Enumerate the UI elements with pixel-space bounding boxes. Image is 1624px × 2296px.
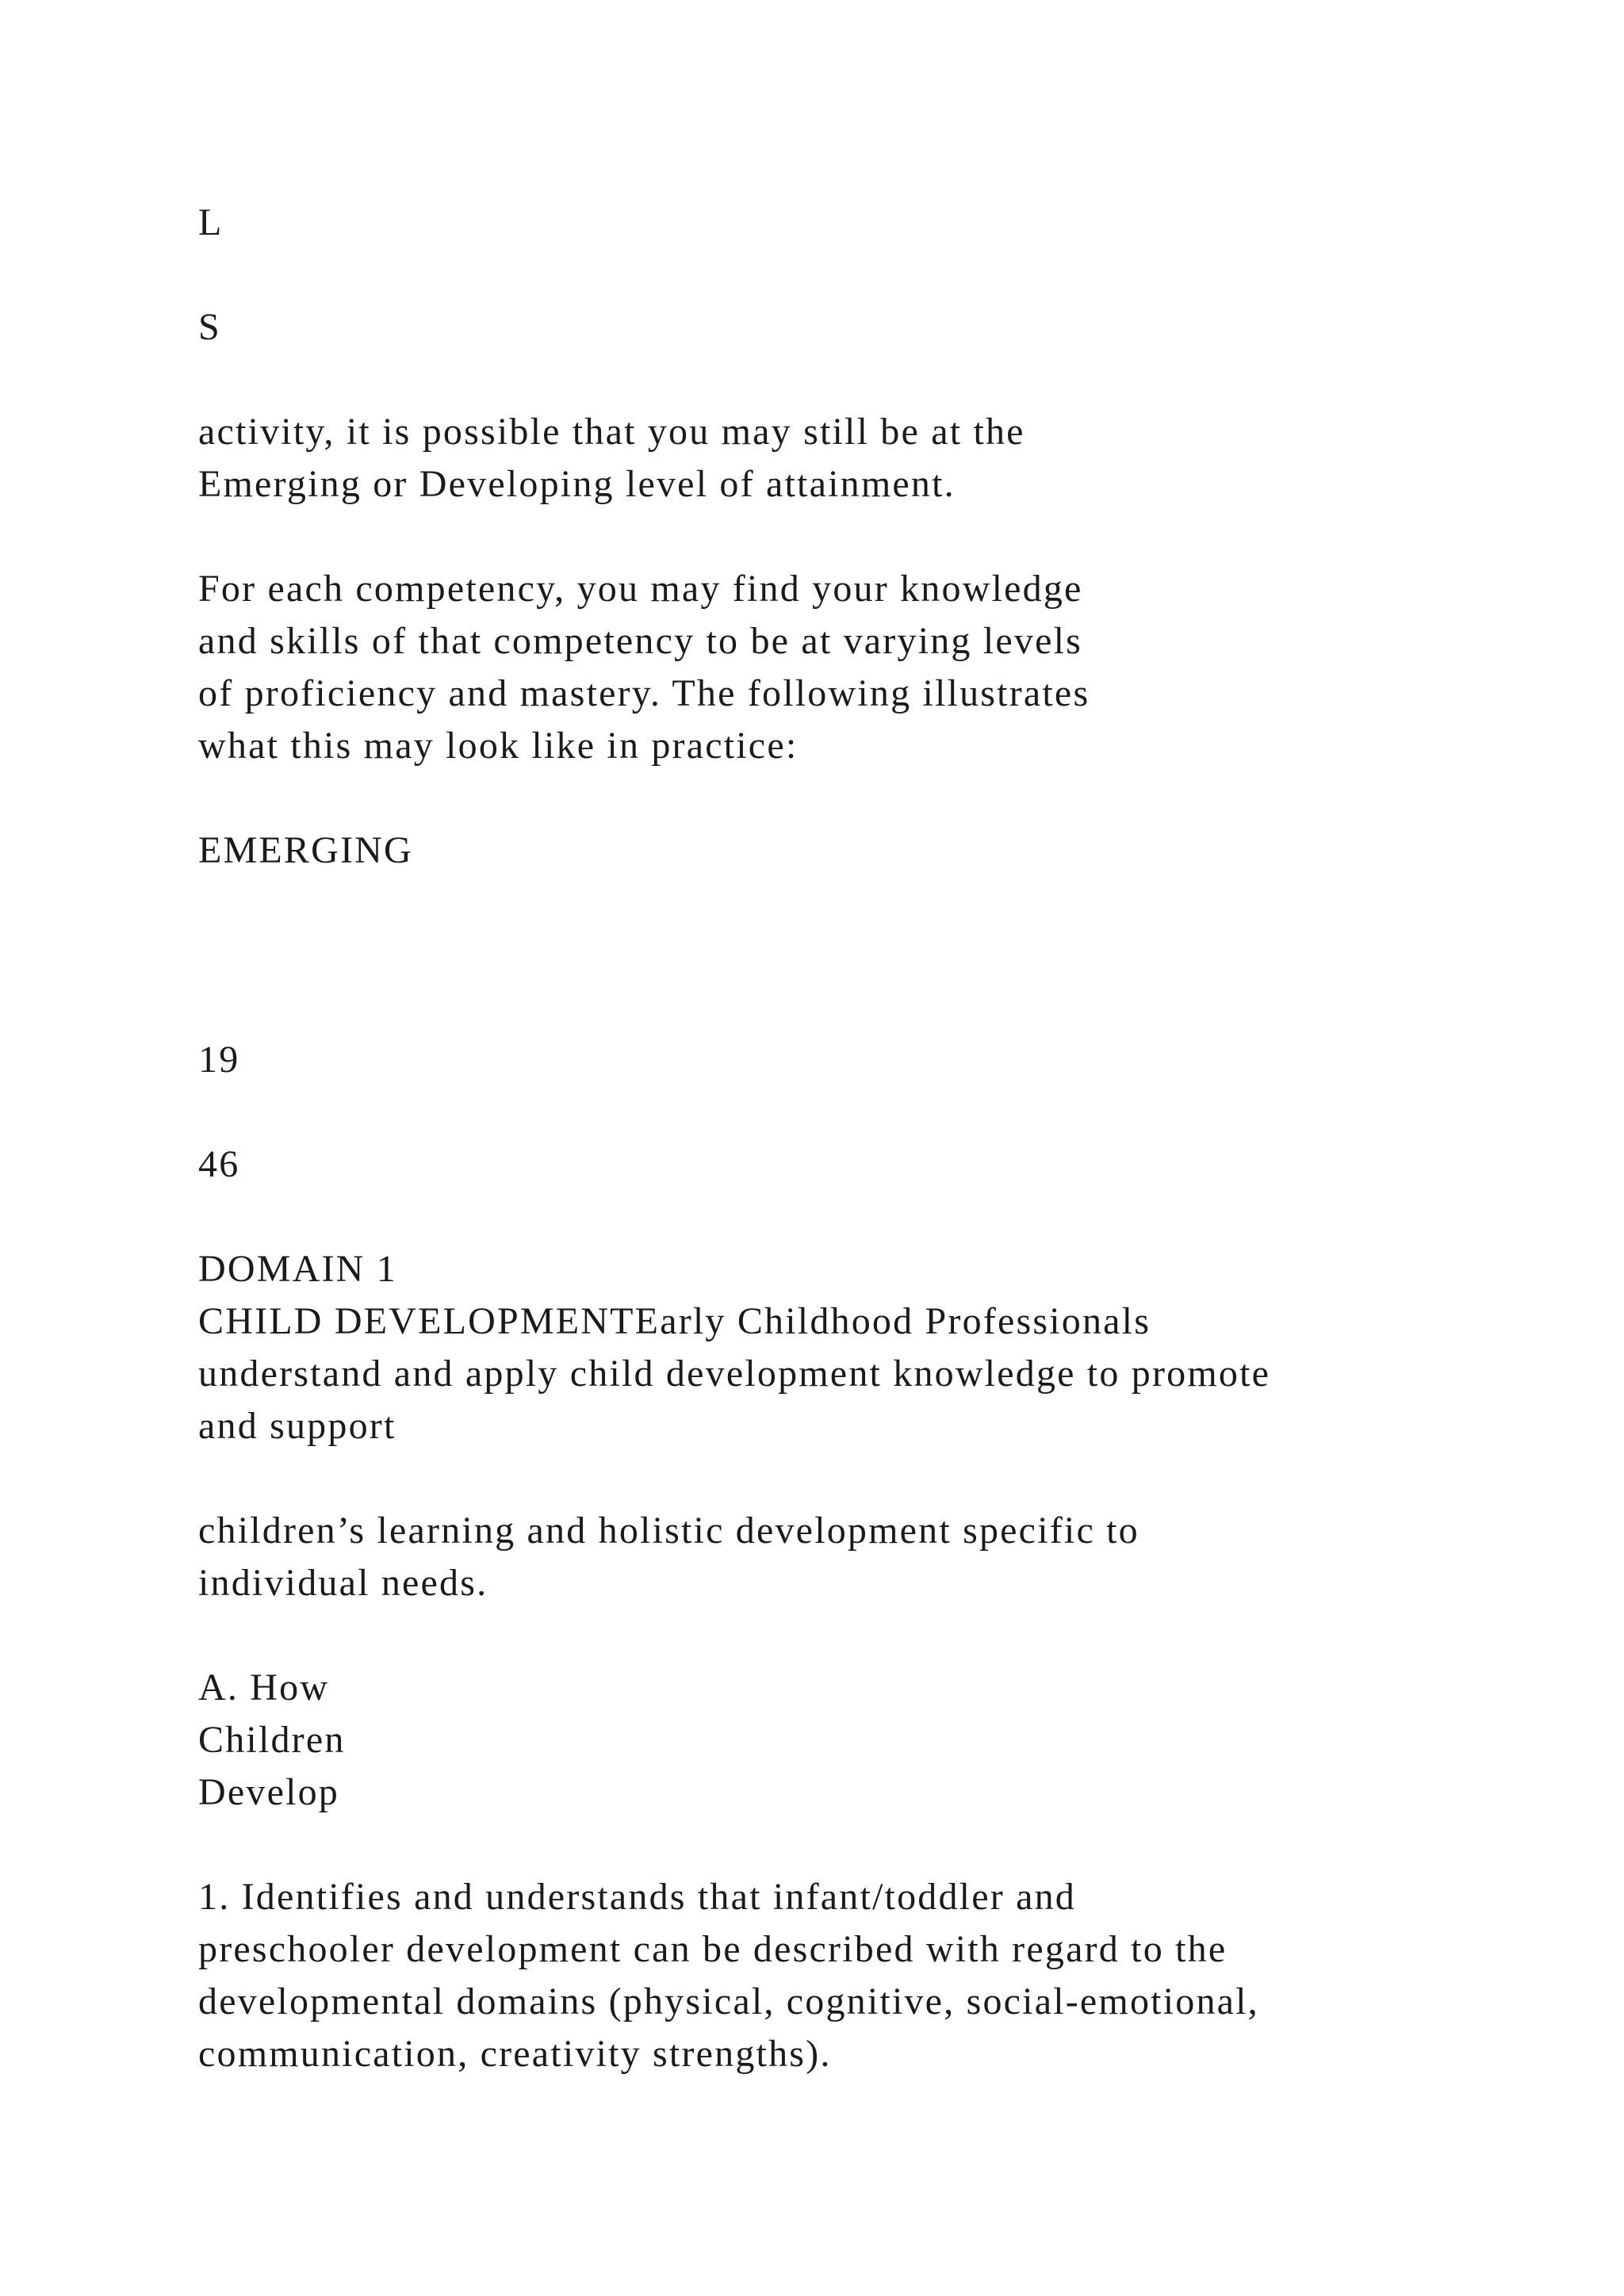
para3-line1: children’s learning and holistic development specific to xyxy=(198,1510,1139,1552)
item1-line4: communication, creativity strengths). xyxy=(198,2033,832,2075)
para2-line3: of proficiency and mastery. The following illustrates xyxy=(198,672,1090,714)
para2-line1: For each competency, you may find your knowledge xyxy=(198,568,1083,610)
para1-line2: Emerging or Developing level of attainment. xyxy=(198,463,956,505)
letter-s: S xyxy=(198,306,221,348)
para2-line2: and skills of that competency to be at varying levels xyxy=(198,620,1082,662)
section-a-line1: A. How xyxy=(198,1667,330,1709)
letter-l: L xyxy=(198,201,224,243)
number-46: 46 xyxy=(198,1143,240,1185)
para2-line4: what this may look like in practice: xyxy=(198,725,799,767)
item1-line1: 1. Identifies and understands that infant/toddler and xyxy=(198,1876,1076,1918)
domain-text-line2: understand and apply child development knowledge to promote xyxy=(198,1353,1271,1395)
section-a-line3: Develop xyxy=(198,1771,340,1813)
emerging-label: EMERGING xyxy=(198,829,413,871)
domain-text-line3: and support xyxy=(198,1405,396,1447)
item1-line3: developmental domains (physical, cognitive, social-emotional, xyxy=(198,1980,1259,2022)
number-19: 19 xyxy=(198,1039,240,1081)
domain-text-line1: CHILD DEVELOPMENTEarly Childhood Professionals xyxy=(198,1300,1151,1342)
domain-heading: DOMAIN 1 xyxy=(198,1248,397,1290)
item1-line2: preschooler development can be described with regard to the xyxy=(198,1928,1228,1970)
section-a-line2: Children xyxy=(198,1719,346,1761)
para3-line2: individual needs. xyxy=(198,1562,488,1604)
para1-line1: activity, it is possible that you may still be at the xyxy=(198,411,1025,453)
